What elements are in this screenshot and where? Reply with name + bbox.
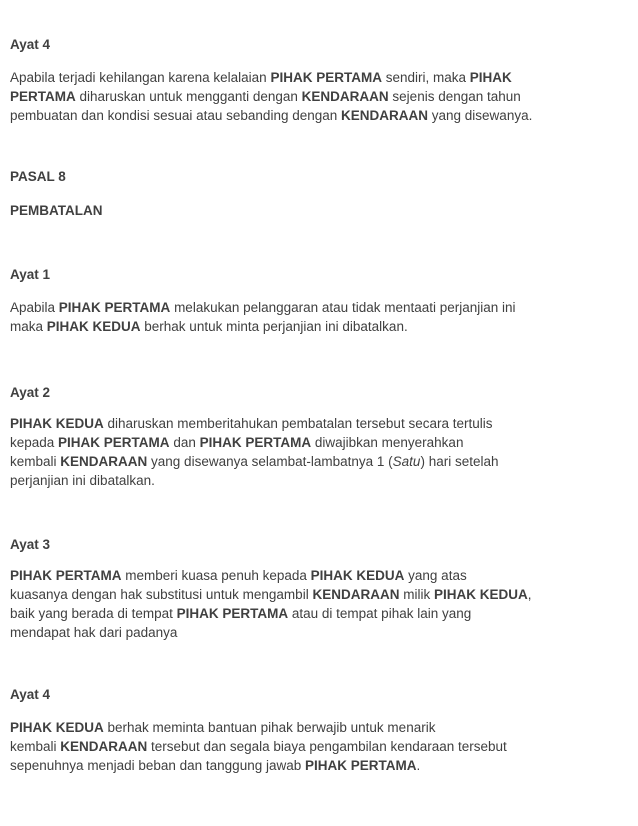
pasal-title: PASAL 8	[10, 169, 66, 184]
bold-term: PIHAK KEDUA	[10, 720, 104, 735]
text-run: baik yang berada di tempat	[10, 606, 177, 621]
ayat1-paragraph	[10, 298, 622, 336]
paragraph-line	[10, 317, 622, 336]
bold-term: PIHAK KEDUA	[46, 319, 141, 334]
bold-term: KENDARAAN	[60, 454, 148, 469]
bold-term: KENDARAAN	[60, 739, 148, 754]
bold-term: PIHAK KEDUA	[10, 416, 104, 431]
text-run: mendapat hak dari padanya	[10, 625, 178, 640]
paragraph-line	[10, 623, 622, 642]
paragraph-line	[10, 414, 622, 433]
text-run: yang disewanya selambat-lambatnya 1 (	[147, 454, 393, 469]
bold-term: PIHAK PERTAMA	[305, 758, 417, 773]
text-run: dan	[169, 435, 200, 450]
ayat2-heading: Ayat 2	[10, 385, 51, 400]
text-run: berhak meminta bantuan pihak berwajib untuk menarik	[103, 720, 436, 735]
bold-term: PIHAK PERTAMA	[176, 606, 289, 621]
paragraph-line	[10, 756, 622, 775]
text-run: kembali	[10, 454, 61, 469]
bold-term: PIHAK PERTAMA	[270, 70, 382, 85]
text-run: sendiri, maka	[381, 70, 470, 85]
bold-term: PIHAK KEDUA	[310, 568, 405, 583]
bold-term: PIHAK PERTAMA	[10, 568, 122, 583]
paragraph-line	[10, 566, 622, 585]
ayat3-heading: Ayat 3	[10, 537, 51, 552]
text-run: perjanjian ini dibatalkan.	[10, 473, 155, 488]
paragraph-line	[10, 106, 622, 125]
paragraph-line	[10, 68, 622, 87]
text-run: ) hari setelah	[420, 454, 499, 469]
paragraph-line	[10, 87, 622, 106]
text-run: kembali	[10, 739, 61, 754]
bold-term: PIHAK PERTAMA	[199, 435, 312, 450]
text-run: diwajibkan menyerahkan	[311, 435, 464, 450]
text-run: memberi kuasa penuh kepada	[121, 568, 311, 583]
ayat3-paragraph	[10, 566, 622, 642]
text-run: sejenis dengan tahun	[388, 89, 521, 104]
text-run: Apabila terjadi kehilangan karena kelalaian	[10, 70, 271, 85]
bold-term: PIHAK KEDUA	[433, 587, 528, 602]
text-run: diharuskan memberitahukan pembatalan tersebut secara tertulis	[103, 416, 493, 431]
ayat4-top-heading: Ayat 4	[10, 37, 51, 52]
text-run: .	[416, 758, 421, 773]
text-run: yang atas	[404, 568, 467, 583]
ayat4-bottom-heading: Ayat 4	[10, 687, 51, 702]
ayat2-paragraph	[10, 414, 622, 490]
paragraph-line	[10, 718, 622, 737]
text-run: Apabila	[10, 300, 59, 315]
bold-term: KENDARAAN	[312, 587, 400, 602]
text-run: maka	[10, 319, 47, 334]
text-run: ,	[527, 587, 532, 602]
bold-term: KENDARAAN	[341, 108, 429, 123]
italic-term: Satu	[392, 454, 421, 469]
text-run: diharuskan untuk mengganti dengan	[75, 89, 302, 104]
paragraph-line	[10, 604, 622, 623]
text-run: kuasanya dengan hak substitusi untuk mengambil	[10, 587, 313, 602]
text-run: pembuatan dan kondisi sesuai atau sebanding dengan	[10, 108, 342, 123]
bold-term: PERTAMA	[10, 89, 76, 104]
ayat4-top-paragraph	[10, 68, 622, 125]
text-run: yang disewanya.	[428, 108, 533, 123]
bold-term: KENDARAAN	[301, 89, 389, 104]
text-run: milik	[399, 587, 434, 602]
paragraph-line	[10, 471, 622, 490]
text-run: sepenuhnya menjadi beban dan tanggung jawab	[10, 758, 305, 773]
text-run: melakukan pelanggaran atau tidak mentaati perjanjian ini	[170, 300, 516, 315]
text-run: atau di tempat pihak lain yang	[288, 606, 472, 621]
paragraph-line	[10, 433, 622, 452]
ayat4-bottom-paragraph	[10, 718, 622, 775]
pasal-subtitle: PEMBATALAN	[10, 203, 103, 218]
bold-term: PIHAK	[469, 70, 512, 85]
text-run: kepada	[10, 435, 59, 450]
paragraph-line	[10, 737, 622, 756]
text-run: tersebut dan segala biaya pengambilan kendaraan tersebut	[147, 739, 507, 754]
bold-term: PIHAK PERTAMA	[58, 300, 171, 315]
bold-term: PIHAK PERTAMA	[58, 435, 170, 450]
text-run: berhak untuk minta perjanjian ini dibatalkan.	[140, 319, 408, 334]
paragraph-line	[10, 298, 622, 317]
paragraph-line	[10, 452, 622, 471]
paragraph-line	[10, 585, 622, 604]
ayat1-heading: Ayat 1	[10, 267, 51, 282]
